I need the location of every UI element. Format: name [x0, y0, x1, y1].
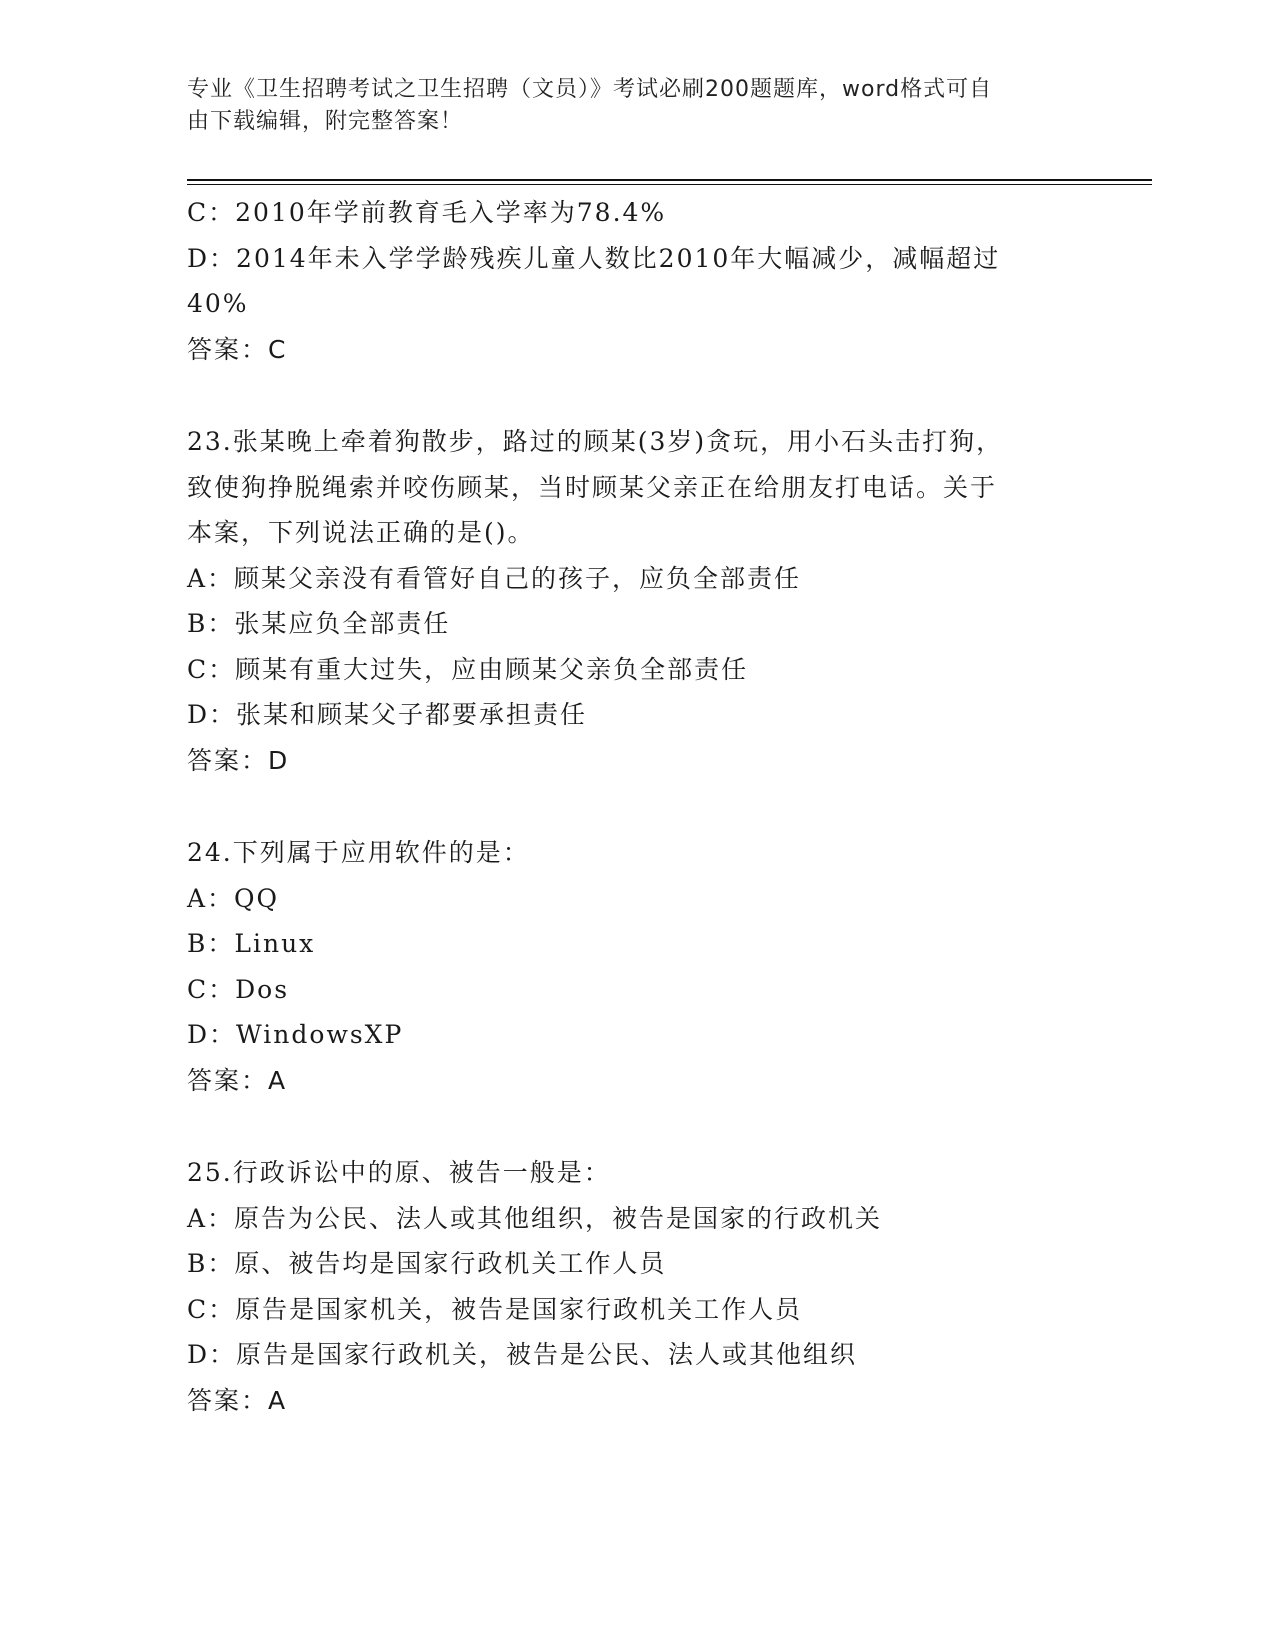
option-a: A：原告为公民、法人或其他组织，被告是国家的行政机关: [187, 1203, 883, 1233]
question-25: [187, 1150, 1067, 1423]
question-stem: 25.行政诉讼中的原、被告一般是：: [187, 1158, 611, 1187]
option-c: C：2010年学前教育毛入学率为78.4%: [187, 198, 667, 227]
answer: 答案：A: [187, 1385, 288, 1415]
option-b: B：Linux: [187, 929, 316, 958]
answer: 答案：D: [187, 745, 290, 775]
option-d: D：原告是国家行政机关，被告是公民、法人或其他组织: [187, 1340, 858, 1369]
option-b: B：张某应负全部责任: [187, 609, 451, 638]
option-c: C：Dos: [187, 974, 290, 1004]
question-22-tail: [187, 190, 1067, 372]
header-rule-thick: [187, 179, 1152, 181]
answer: 答案：C: [187, 334, 288, 364]
header-line-1: 专业《卫生招聘考试之卫生招聘（文员）》考试必刷200题题库，word格式可自: [187, 77, 993, 102]
option-d: D：WindowsXP: [187, 1020, 404, 1049]
question-23: [187, 419, 1067, 783]
header-line-2: 由下载编辑，附完整答案！: [187, 109, 464, 134]
option-d: D：张某和顾某父子都要承担责任: [187, 700, 588, 729]
question-24: [187, 830, 1067, 1103]
option-d-line-2: 40%: [187, 289, 249, 318]
answer: 答案：A: [187, 1065, 288, 1095]
option-b: B：原、被告均是国家行政机关工作人员: [187, 1249, 667, 1278]
header-rule-thin: [187, 184, 1152, 185]
option-a: A：QQ: [187, 883, 280, 913]
question-stem-line-2: 致使狗挣脱绳索并咬伤顾某，当时顾某父亲正在给朋友打电话。关于: [187, 472, 998, 502]
option-c: C：顾某有重大过失，应由顾某父亲负全部责任: [187, 654, 749, 684]
question-stem-line-1: 23.张某晚上牵着狗散步，路过的顾某(3岁)贪玩，用小石头击打狗，: [187, 427, 1004, 456]
spacer: [187, 783, 1067, 830]
option-c: C：原告是国家机关，被告是国家行政机关工作人员: [187, 1294, 803, 1324]
spacer: [187, 1103, 1067, 1150]
option-a: A：顾某父亲没有看管好自己的孩子，应负全部责任: [187, 563, 802, 593]
option-d-line-1: D：2014年未入学学龄残疾儿童人数比2010年大幅减少，减幅超过: [187, 243, 1001, 273]
question-content: [187, 190, 1067, 1423]
question-stem: 24.下列属于应用软件的是：: [187, 838, 530, 867]
question-stem-line-3: 本案，下列说法正确的是()。: [187, 518, 535, 547]
spacer: [187, 372, 1067, 419]
page-header: [187, 74, 1087, 138]
